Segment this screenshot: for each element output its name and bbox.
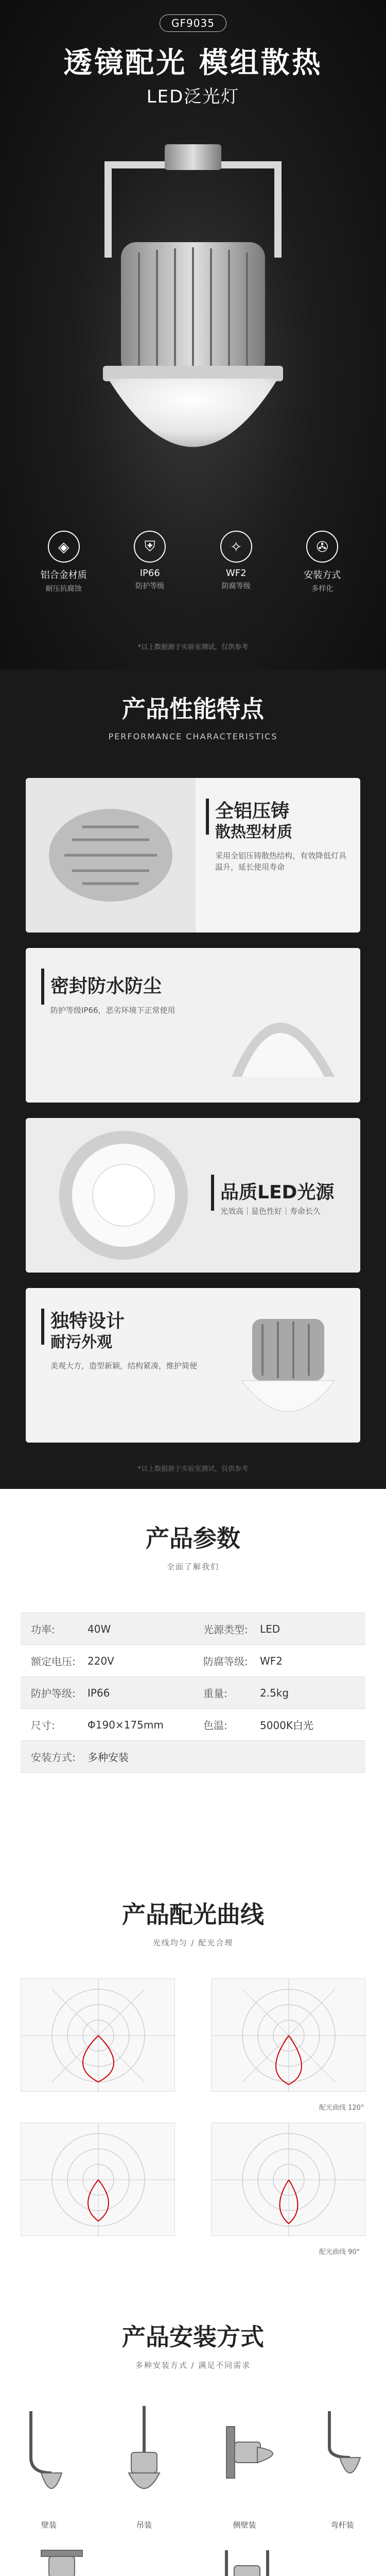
install-caption: 吊装 [136,2520,152,2530]
param-key: 重量: [203,1687,227,1700]
install-title: 产品安装方式 [122,2323,264,2351]
feature-accent-bar [206,799,209,835]
param-key: 额定电压: [31,1655,76,1668]
hero-icon-sub: 防护等级 [135,582,165,590]
explosion-proof-icon: ✧ [220,531,252,563]
feature-card [26,1288,360,1443]
install-subtitle: 多种安装方式 / 满足不同需求 [135,2361,251,2370]
params-table [21,1613,365,1773]
install-caption: 侧壁装 [233,2520,256,2530]
hero-note: *以上数据源于实验室测试，仅供参考 [137,643,249,651]
table-row [21,1613,365,1645]
param-key: 尺寸: [31,1719,55,1732]
param-key: 功率: [31,1623,55,1636]
hero-icon-label: WF2 [225,568,247,579]
feature-card [26,1118,360,1273]
install-caption: 壁装 [41,2520,57,2530]
hero-feature-icons [0,531,386,608]
feature-title: 品质LED光源 [220,1182,335,1203]
table-row [21,1741,365,1773]
model-badge: GF9035 [160,14,226,32]
hero-icon-label: 安装方式 [304,570,341,581]
param-value: LED [260,1622,280,1635]
feature-title-line2: 耐污外观 [50,1333,112,1351]
hero-icon-item [30,531,97,608]
wrench-icon: ✇ [306,531,338,563]
param-value: IP66 [87,1686,110,1699]
feature-card [26,778,360,933]
curve-label: 配光曲线 120° [319,2104,364,2112]
param-value: 5000K白光 [260,1719,314,1732]
curves-section [0,1880,386,2303]
features-section [0,670,386,1607]
curves-subtitle: 光线均匀 / 配光合理 [152,1938,234,1947]
feature-image-housing [26,778,196,933]
hero-icon-sub: 耐压抗腐蚀 [45,585,82,593]
polar-curve-chart [21,1978,175,2092]
param-key: 光源类型: [203,1623,248,1636]
params-title: 产品参数 [146,1524,240,1552]
feature-desc: 美观大方，造型新颖，结构紧凑，维护简便 [50,1361,198,1370]
params-header [0,1520,386,1572]
features-title: 产品性能特点 [122,695,264,723]
feature-title: 独特设计 [50,1311,125,1332]
feature-image-sealed [26,948,360,1103]
feature-desc: 防护等级IP66，恶劣环境下正常使用 [50,1006,176,1015]
param-key: 防腐等级: [203,1655,248,1668]
feature-accent-bar [41,1309,44,1345]
params-section [0,1489,386,1880]
param-key: 防护等级: [31,1687,76,1700]
feature-desc: 光效高｜显色性好｜寿命长久 [220,1207,321,1216]
curves-header [0,1896,386,1948]
polar-curve-chart [211,2123,365,2236]
param-value: 220V [87,1654,114,1667]
features-subtitle: PERFORMANCE CHARACTERISTICS [108,732,278,741]
shield-icon: ⛨ [134,531,166,563]
features-header [0,690,386,741]
curves-title: 产品配光曲线 [122,1901,264,1928]
hero-icon-item [116,531,183,608]
hero-icon-label: 铝合金材质 [40,570,87,581]
hero-section [0,0,386,670]
feature-title: 密封防水防尘 [50,976,162,997]
polar-curve-chart [21,2123,175,2236]
param-value: 多种安装 [87,1751,129,1764]
params-subtitle: 全面了解我们 [166,1562,219,1571]
feature-accent-bar [211,1175,214,1211]
feature-accent-bar [41,969,44,1005]
install-methods-illustration [0,2396,386,2576]
hero-subtitle: LED泛光灯 [146,87,240,107]
param-value: 2.5kg [260,1686,289,1699]
feature-desc: 采用全铝压铸散热结构，有效降低灯具温升，延长使用寿命 [215,851,347,872]
hero-icon-sub: 多样化 [311,585,334,593]
hero-icon-label: IP66 [139,568,160,579]
table-row [21,1645,365,1677]
feature-title: 全铝压铸 [215,801,290,822]
table-row [21,1677,365,1709]
param-key: 色温: [203,1719,227,1732]
features-note: *以上数据源于实验室测试，仅供参考 [137,1465,249,1473]
hero-icon-item [203,531,270,608]
install-section [0,2303,386,2576]
param-value: 40W [87,1622,111,1635]
lamp-product-image [72,124,314,495]
feature-title-line2: 散热型材质 [215,823,292,841]
hero-icon-item [289,531,356,608]
feature-card [26,948,360,1103]
param-value: Φ190×175mm [87,1718,164,1731]
install-caption: 弯杆装 [330,2520,354,2530]
chip-icon: ◈ [48,531,80,563]
curve-label: 配光曲线 90° [319,2248,360,2256]
install-header [0,2318,386,2370]
param-key: 安装方式: [31,1751,76,1764]
hero-title: 透镜配光 模组散热 [63,46,323,80]
param-value: WF2 [260,1654,283,1667]
polar-curve-chart [211,1978,365,2092]
hero-icon-sub: 防腐等级 [221,582,251,590]
table-row [21,1709,365,1741]
